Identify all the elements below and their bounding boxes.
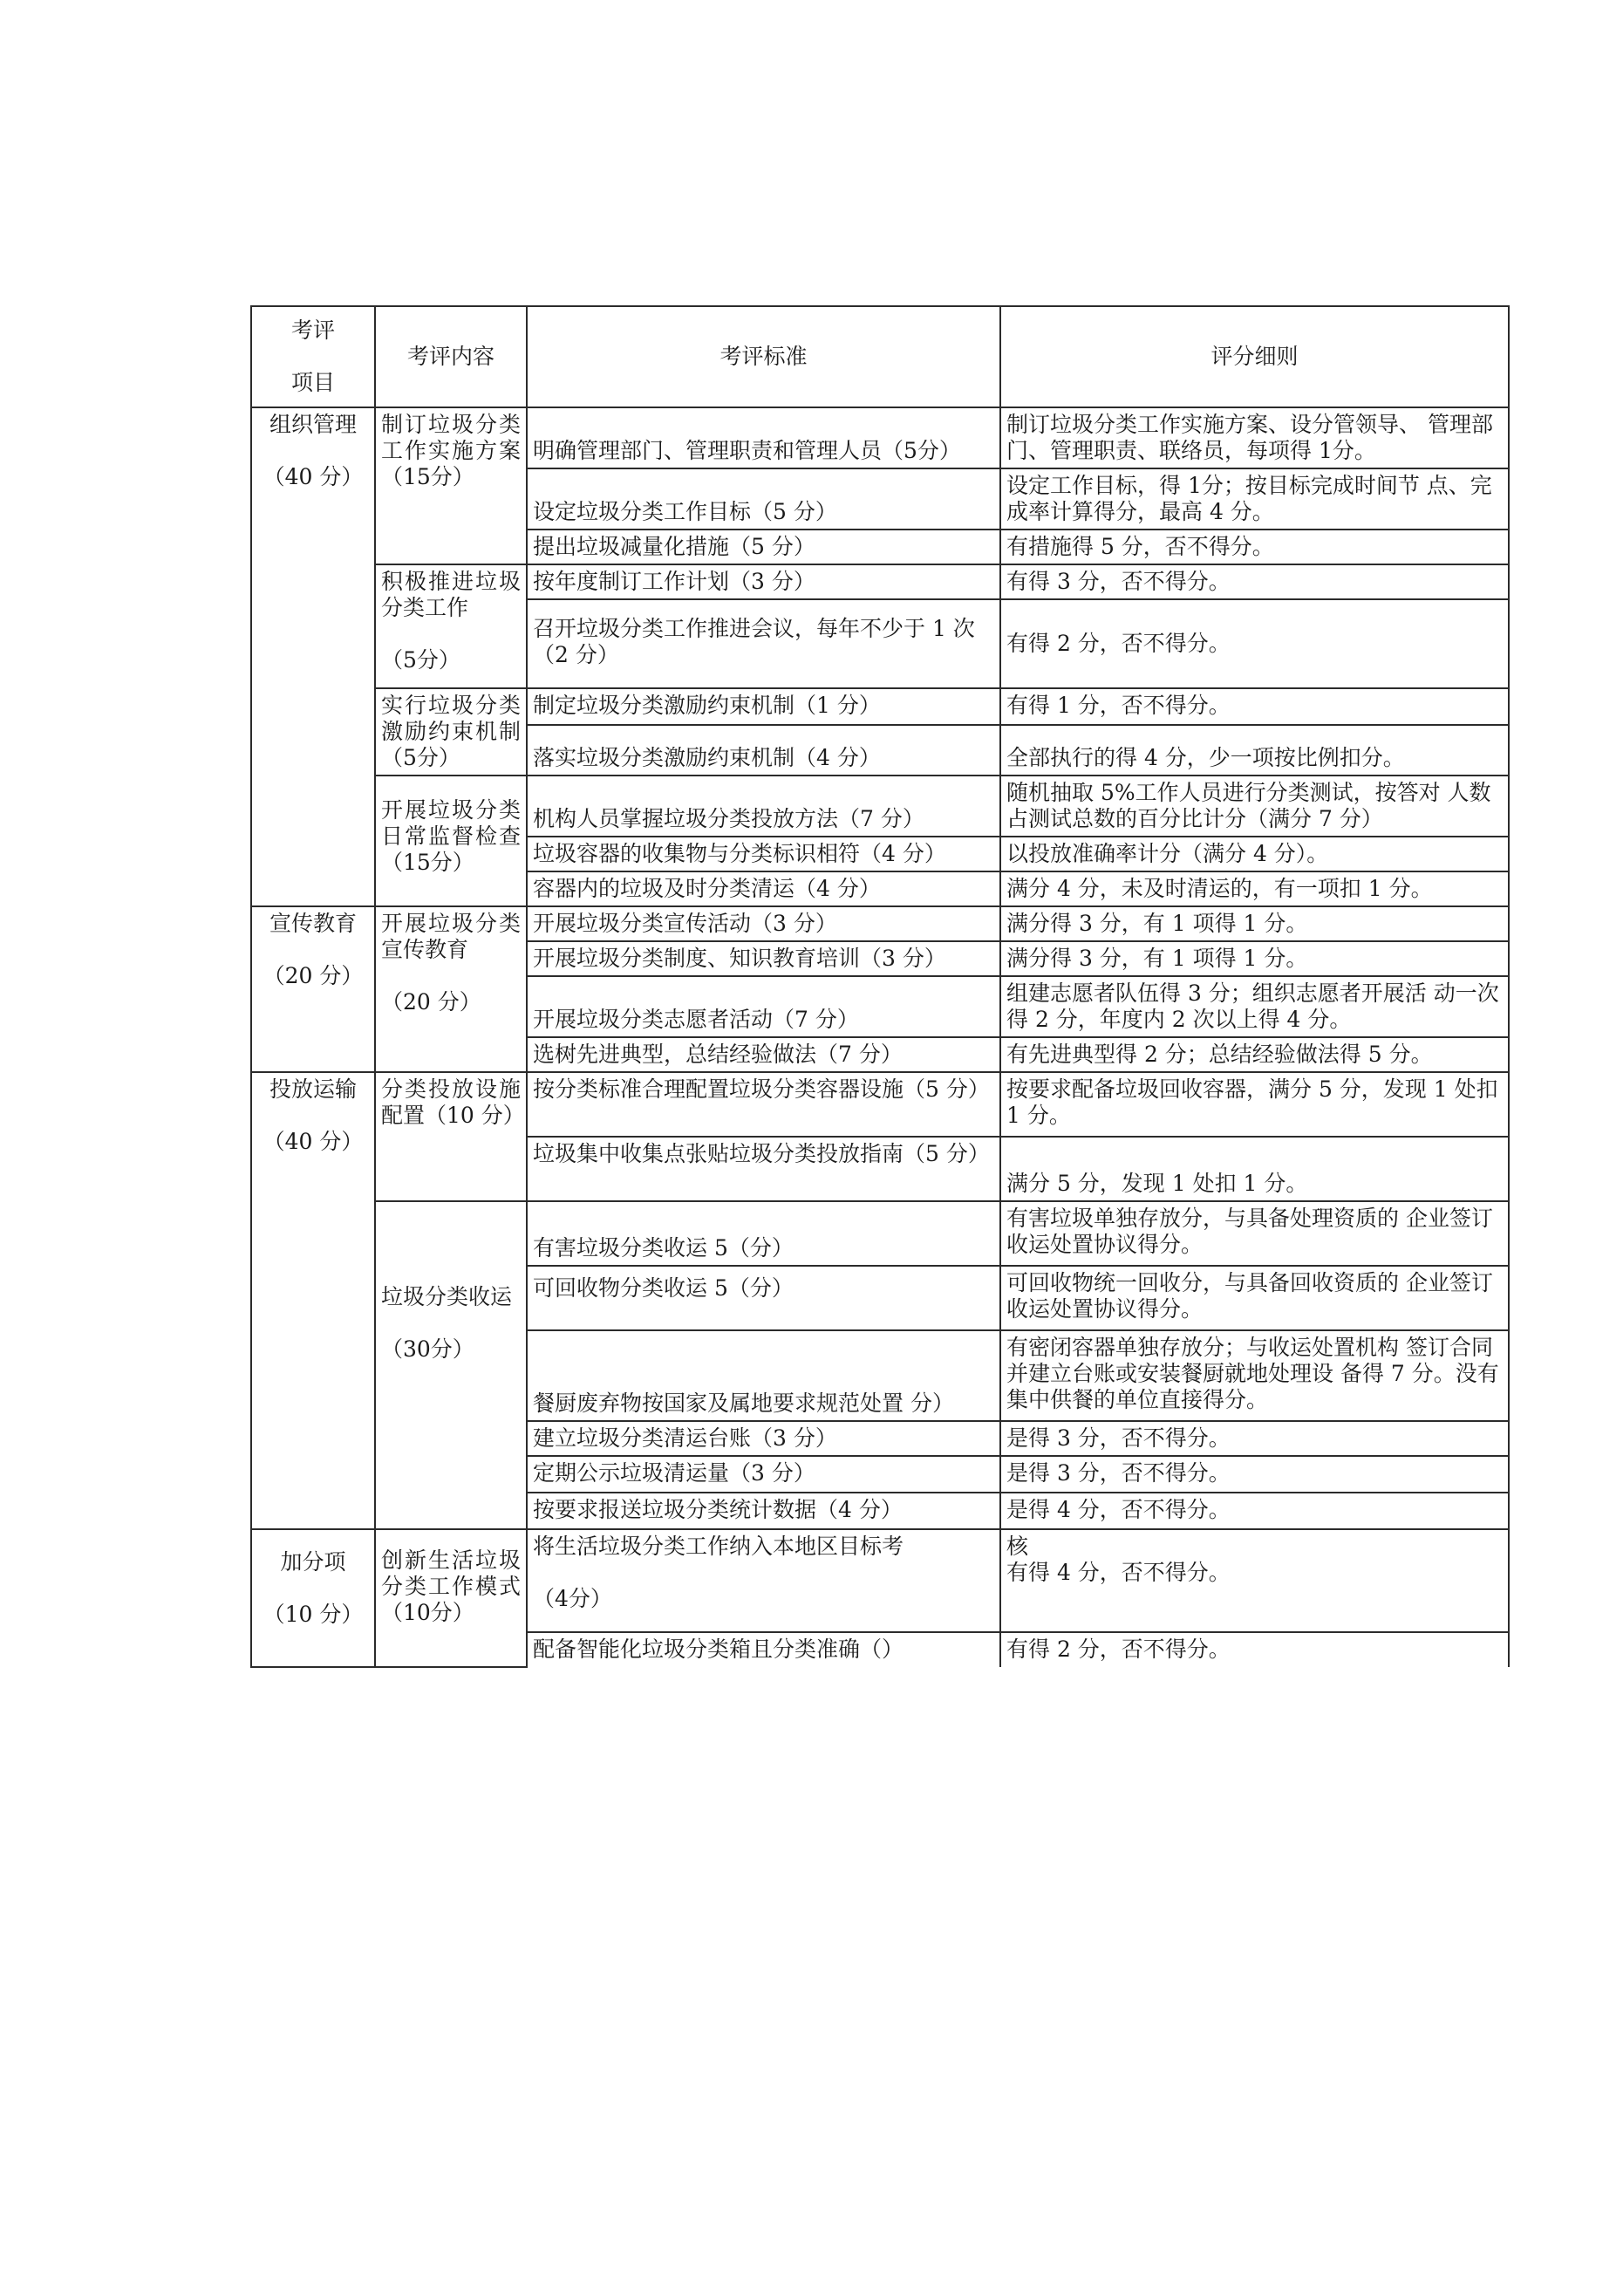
category-cell: 组织管理 （40 分） — [251, 407, 375, 906]
content-cell: 分类投放设施配置（10 分） — [375, 1072, 527, 1201]
standard-cell: 制定垃圾分类激励约束机制（1 分） — [527, 688, 1000, 725]
detail-cell: 满分 4 分，未及时清运的，有一项扣 1 分。 — [1000, 871, 1509, 906]
standard-cell: 选树先进典型，总结经验做法（7 分） — [527, 1037, 1000, 1072]
standard-cell: 配备智能化垃圾分类箱且分类准确（） — [527, 1632, 1000, 1667]
detail-cell: 制订垃圾分类工作实施方案、设分管领导、 管理部门、管理职责、联络员，每项得 1分。 — [1000, 407, 1509, 468]
content-cell: 开展垃圾分类宣传教育 （20 分） — [375, 906, 527, 1072]
standard-cell: 按要求报送垃圾分类统计数据（4 分） — [527, 1493, 1000, 1529]
header-item: 考评 项目 — [251, 306, 375, 407]
standard-cell: 开展垃圾分类制度、知识教育培训（3 分） — [527, 941, 1000, 976]
standard-cell: 建立垃圾分类清运台账（3 分） — [527, 1421, 1000, 1456]
header-standard: 考评标准 — [527, 306, 1000, 407]
table-row — [251, 906, 1509, 941]
detail-cell: 有密闭容器单独存放分；与收运处置机构 签订合同并建立台账或安装餐厨就地处理设 备得 7 分。没有集中供餐的单位直接得分。 — [1000, 1330, 1509, 1421]
standard-cell: 按分类标准合理配置垃圾分类容器设施（5 分） — [527, 1072, 1000, 1137]
table-row — [251, 776, 1509, 837]
detail-cell: 是得 3 分，否不得分。 — [1000, 1456, 1509, 1493]
standard-cell: 有害垃圾分类收运 5（分） — [527, 1201, 1000, 1266]
document-page — [250, 305, 1510, 1668]
header-row — [251, 306, 1509, 407]
detail-cell: 可回收物统一回收分，与具备回收资质的 企业签订收运处置协议得分。 — [1000, 1266, 1509, 1330]
category-cell: 投放运输 （40 分） — [251, 1072, 375, 1529]
standard-cell: 落实垃圾分类激励约束机制（4 分） — [527, 725, 1000, 776]
standard-cell: 定期公示垃圾清运量（3 分） — [527, 1456, 1000, 1493]
detail-cell: 随机抽取 5%工作人员进行分类测试，按答对 人数占测试总数的百分比计分（满分 7 分） — [1000, 776, 1509, 837]
detail-cell: 有得 2 分，否不得分。 — [1000, 599, 1509, 688]
content-cell: 开展垃圾分类日常监督检查（15分） — [375, 776, 527, 906]
detail-cell: 有得 1 分，否不得分。 — [1000, 688, 1509, 725]
header-detail: 评分细则 — [1000, 306, 1509, 407]
table-row — [251, 407, 1509, 468]
standard-cell: 提出垃圾减量化措施（5 分） — [527, 530, 1000, 564]
content-cell: 实行垃圾分类激励约束机制（5分） — [375, 688, 527, 776]
content-cell: 垃圾分类收运 （30分） — [375, 1201, 527, 1529]
table-row — [251, 1201, 1509, 1266]
standard-cell: 召开垃圾分类工作推进会议，每年不少于 1 次（2 分） — [527, 599, 1000, 688]
evaluation-table — [250, 305, 1510, 1668]
detail-cell: 组建志愿者队伍得 3 分；组织志愿者开展活 动一次得 2 分，年度内 2 次以上得 4 分。 — [1000, 976, 1509, 1037]
detail-cell: 以投放准确率计分（满分 4 分）。 — [1000, 837, 1509, 871]
content-cell: 积极推进垃圾分类工作 （5分） — [375, 564, 527, 688]
standard-cell: 可回收物分类收运 5（分） — [527, 1266, 1000, 1330]
table-row — [251, 1529, 1509, 1632]
standard-cell: 餐厨废弃物按国家及属地要求规范处置 分） — [527, 1330, 1000, 1421]
standard-cell: 按年度制订工作计划（3 分） — [527, 564, 1000, 599]
detail-cell: 有措施得 5 分，否不得分。 — [1000, 530, 1509, 564]
detail-cell: 满分得 3 分，有 1 项得 1 分。 — [1000, 906, 1509, 941]
detail-cell: 是得 4 分，否不得分。 — [1000, 1493, 1509, 1529]
table-row — [251, 688, 1509, 725]
standard-cell: 设定垃圾分类工作目标（5 分） — [527, 468, 1000, 530]
detail-cell: 设定工作目标，得 1分；按目标完成时间节 点、完成率计算得分，最高 4 分。 — [1000, 468, 1509, 530]
detail-cell: 全部执行的得 4 分，少一项按比例扣分。 — [1000, 725, 1509, 776]
standard-cell: 垃圾集中收集点张贴垃圾分类投放指南（5 分） — [527, 1137, 1000, 1201]
content-cell: 创新生活垃圾分类工作模式（10分） — [375, 1529, 527, 1667]
header-content: 考评内容 — [375, 306, 527, 407]
table-row — [251, 564, 1509, 599]
detail-cell: 有先进典型得 2 分；总结经验做法得 5 分。 — [1000, 1037, 1509, 1072]
standard-cell: 明确管理部门、管理职责和管理人员（5分） — [527, 407, 1000, 468]
detail-cell: 有得 3 分，否不得分。 — [1000, 564, 1509, 599]
detail-cell: 是得 3 分，否不得分。 — [1000, 1421, 1509, 1456]
detail-cell: 满分 5 分，发现 1 处扣 1 分。 — [1000, 1137, 1509, 1201]
standard-cell: 机构人员掌握垃圾分类投放方法（7 分） — [527, 776, 1000, 837]
standard-cell: 垃圾容器的收集物与分类标识相符（4 分） — [527, 837, 1000, 871]
standard-cell: 开展垃圾分类宣传活动（3 分） — [527, 906, 1000, 941]
standard-cell: 将生活垃圾分类工作纳入本地区目标考 （4分） — [527, 1529, 1000, 1632]
detail-cell: 核 有得 4 分，否不得分。 — [1000, 1529, 1509, 1632]
content-cell: 制订垃圾分类工作实施方案（15分） — [375, 407, 527, 564]
table-row — [251, 1072, 1509, 1137]
standard-cell: 容器内的垃圾及时分类清运（4 分） — [527, 871, 1000, 906]
detail-cell: 有害垃圾单独存放分，与具备处理资质的 企业签订收运处置协议得分。 — [1000, 1201, 1509, 1266]
standard-cell: 开展垃圾分类志愿者活动（7 分） — [527, 976, 1000, 1037]
detail-cell: 按要求配备垃圾回收容器，满分 5 分，发现 1 处扣 1 分。 — [1000, 1072, 1509, 1137]
category-cell: 加分项 （10 分） — [251, 1529, 375, 1667]
detail-cell: 有得 2 分，否不得分。 — [1000, 1632, 1509, 1667]
category-cell: 宣传教育 （20 分） — [251, 906, 375, 1072]
detail-cell: 满分得 3 分，有 1 项得 1 分。 — [1000, 941, 1509, 976]
